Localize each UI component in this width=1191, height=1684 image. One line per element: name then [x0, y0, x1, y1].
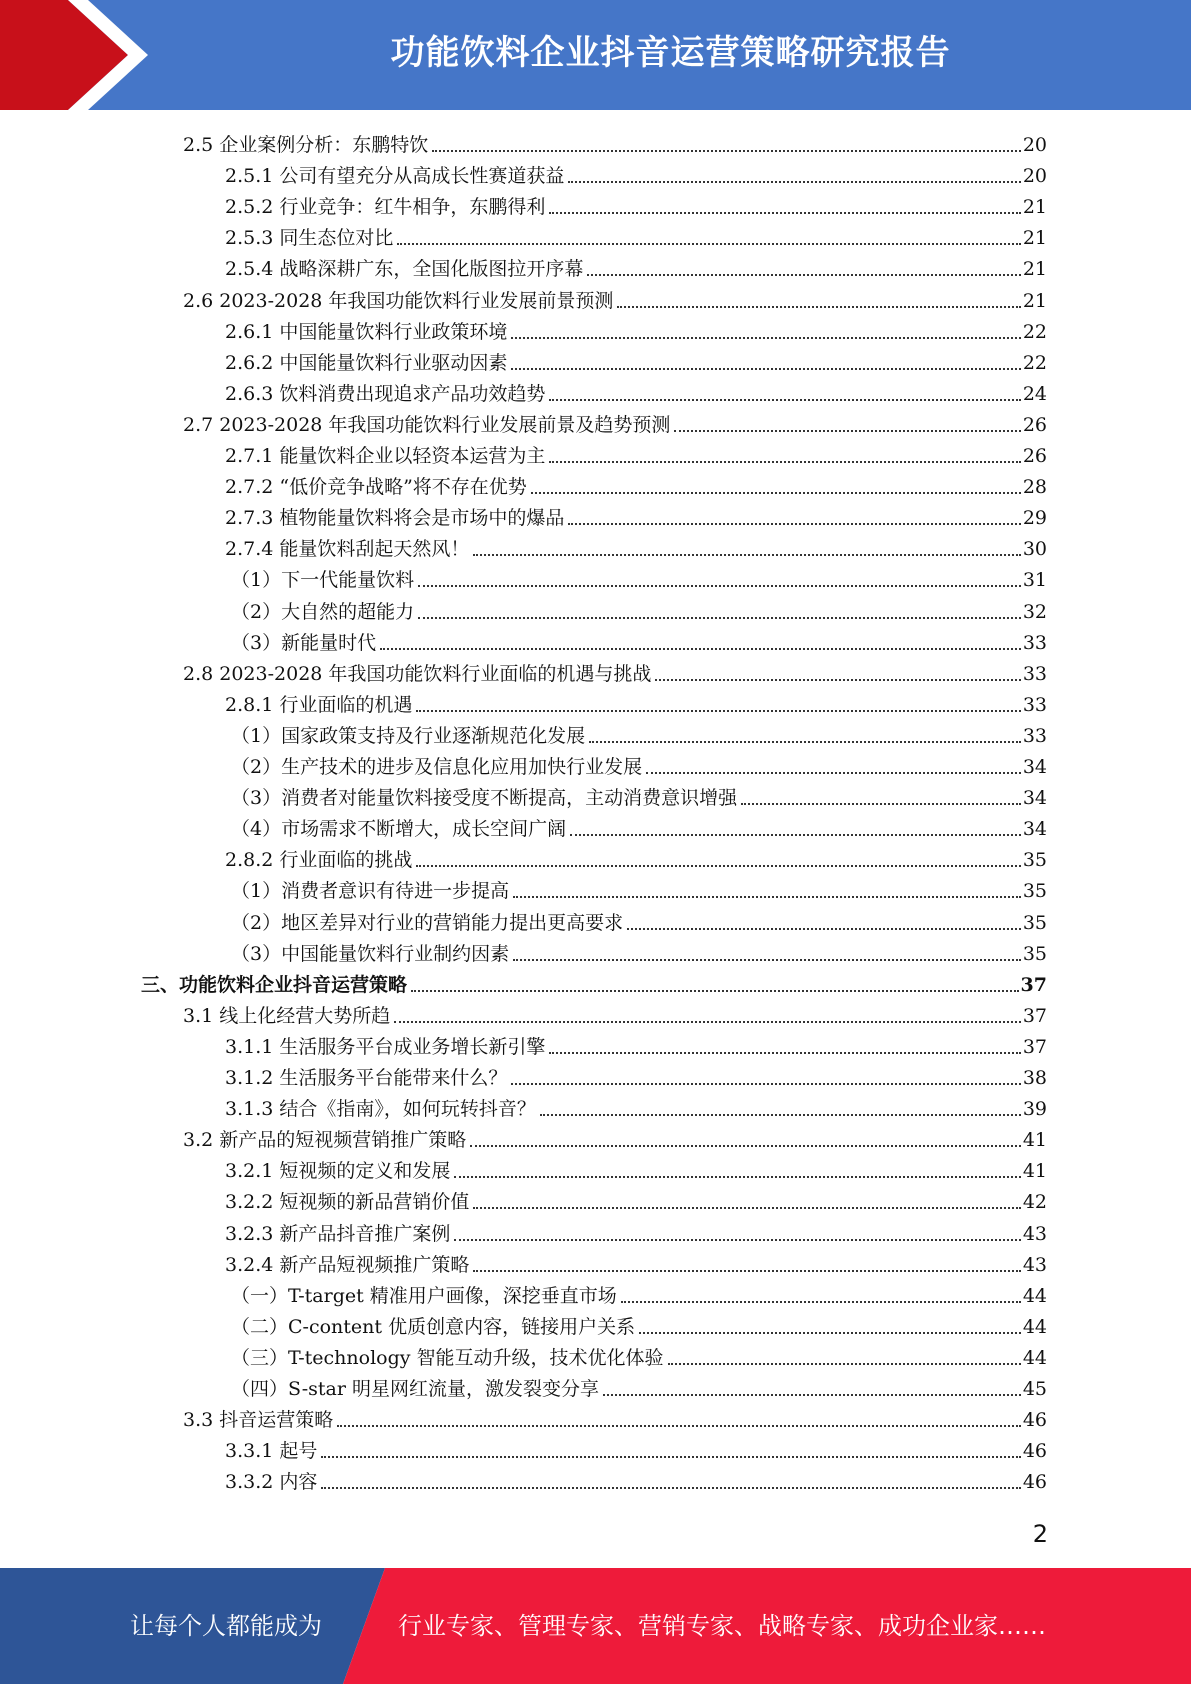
- toc-entry-page: 37: [1022, 1005, 1047, 1027]
- toc-entry-page: 35: [1022, 880, 1047, 902]
- toc-entry[interactable]: [183, 1402, 1047, 1433]
- toc-entry-page: 37: [1022, 1036, 1047, 1058]
- page-header: [0, 0, 1191, 110]
- toc-entry[interactable]: [231, 873, 1047, 904]
- toc-entry-page: 34: [1022, 787, 1047, 809]
- toc-entry-page: 45: [1022, 1378, 1047, 1400]
- toc-entry[interactable]: [225, 1060, 1047, 1091]
- toc-entry-title: 2.7.2 “低价竞争战略”将不存在优势: [225, 476, 527, 498]
- toc-entry-page: 28: [1022, 476, 1047, 498]
- toc-entry-page: 39: [1022, 1098, 1047, 1120]
- toc-entry[interactable]: [225, 1091, 1047, 1122]
- toc-entry-page: 41: [1022, 1160, 1047, 1182]
- toc-entry-page: 21: [1022, 258, 1047, 280]
- toc-dot-leader: [454, 1176, 1020, 1178]
- toc-entry[interactable]: [225, 345, 1047, 376]
- toc-entry[interactable]: [231, 562, 1047, 593]
- toc-entry-page: 38: [1022, 1067, 1047, 1089]
- toc-entry-title: 3.3.2 内容: [225, 1471, 318, 1493]
- toc-dot-leader: [321, 1487, 1020, 1489]
- toc-dot-leader: [587, 274, 1020, 276]
- footer-slogan-left: 让每个人都能成为: [130, 1612, 322, 1640]
- toc-entry-page: 35: [1022, 943, 1047, 965]
- toc-entry-title: 2.7 2023-2028 年我国功能饮料行业发展前景及趋势预测: [183, 414, 671, 436]
- toc-entry-title: 2.6.3 饮料消费出现追求产品功效趋势: [225, 383, 546, 405]
- toc-dot-leader: [511, 1083, 1020, 1085]
- toc-entry-page: 22: [1022, 321, 1047, 343]
- toc-dot-leader: [418, 585, 1021, 587]
- toc-entry-title: 2.7.1 能量饮料企业以轻资本运营为主: [225, 445, 546, 467]
- footer-slogan-right: 行业专家、管理专家、营销专家、战略专家、成功企业家……: [398, 1612, 1046, 1640]
- toc-dot-leader: [473, 1207, 1020, 1209]
- toc-entry-page: 26: [1022, 445, 1047, 467]
- toc-entry-title: （4）市场需求不断增大，成长空间广阔: [231, 818, 567, 840]
- toc-entry[interactable]: [225, 189, 1047, 220]
- toc-dot-leader: [321, 1456, 1020, 1458]
- toc-entry[interactable]: [183, 998, 1047, 1029]
- toc-entry-title: 3.1.1 生活服务平台成业务增长新引擎: [225, 1036, 546, 1058]
- toc-dot-leader: [549, 399, 1020, 401]
- toc-dot-leader: [549, 461, 1020, 463]
- toc-dot-leader: [570, 834, 1021, 836]
- toc-dot-leader: [511, 368, 1020, 370]
- toc-dot-leader: [511, 337, 1020, 339]
- toc-entry[interactable]: [231, 905, 1047, 936]
- toc-dot-leader: [568, 181, 1020, 183]
- toc-dot-leader: [589, 741, 1021, 743]
- toc-entry-page: 42: [1022, 1191, 1047, 1213]
- toc-entry-title: 2.5 企业案例分析：东鹏特饮: [183, 134, 429, 156]
- toc-entry-title: 2.5.2 行业竞争：红牛相争，东鹏得利: [225, 196, 546, 218]
- toc-dot-leader: [627, 928, 1021, 930]
- toc-entry-title: 3.1.2 生活服务平台能带来什么？: [225, 1067, 508, 1089]
- toc-entry-title: 3.1 线上化经营大势所趋: [183, 1005, 391, 1027]
- toc-entry-title: 3.2.3 新产品抖音推广案例: [225, 1223, 451, 1245]
- toc-entry[interactable]: [225, 314, 1047, 345]
- toc-entry-title: 3.3 抖音运营策略: [183, 1409, 334, 1431]
- toc-entry-title: 2.5.1 公司有望充分从高成长性赛道获益: [225, 165, 565, 187]
- toc-entry-title: 2.7.4 能量饮料刮起天然风！: [225, 538, 470, 560]
- toc-dot-leader: [655, 679, 1020, 681]
- toc-dot-leader: [568, 523, 1020, 525]
- toc-dot-leader: [380, 648, 1021, 650]
- toc-entry-title: 2.8.1 行业面临的机遇: [225, 694, 413, 716]
- toc-entry[interactable]: [225, 1464, 1047, 1495]
- toc-entry[interactable]: [225, 1029, 1047, 1060]
- toc-entry-page: 43: [1022, 1254, 1047, 1276]
- toc-entry[interactable]: [183, 407, 1047, 438]
- toc-entry-title: （1）国家政策支持及行业逐渐规范化发展: [231, 725, 586, 747]
- toc-entry-title: （2）大自然的超能力: [231, 601, 415, 623]
- toc-entry-page: 26: [1022, 414, 1047, 436]
- toc-entry[interactable]: [225, 469, 1047, 500]
- toc-dot-leader: [549, 212, 1020, 214]
- toc-entry[interactable]: [231, 1371, 1047, 1402]
- toc-entry[interactable]: [225, 687, 1047, 718]
- toc-entry-page: 43: [1022, 1223, 1047, 1245]
- toc-dot-leader: [646, 772, 1021, 774]
- toc-entry[interactable]: [225, 158, 1047, 189]
- toc-entry[interactable]: [231, 1340, 1047, 1371]
- toc-entry[interactable]: [225, 1184, 1047, 1215]
- toc-dot-leader: [470, 1145, 1021, 1147]
- toc-entry-title: （四）S-star 明星网红流量，激发裂变分享: [231, 1378, 599, 1400]
- toc-entry[interactable]: [225, 842, 1047, 873]
- toc-entry-title: 2.5.3 同生态位对比: [225, 227, 394, 249]
- toc-entry-page: 24: [1022, 383, 1047, 405]
- toc-entry-title: （一）T-target 精准用户画像，深挖垂直市场: [231, 1285, 617, 1307]
- toc-entry-title: （3）新能量时代: [231, 632, 377, 654]
- toc-dot-leader: [473, 554, 1020, 556]
- toc-entry-page: 35: [1022, 912, 1047, 934]
- toc-entry-page: 33: [1022, 663, 1047, 685]
- toc-entry-page: 46: [1022, 1409, 1047, 1431]
- toc-dot-leader: [540, 1114, 1021, 1116]
- toc-entry-page: 46: [1022, 1471, 1047, 1493]
- toc-entry-page: 32: [1022, 601, 1047, 623]
- page-footer: [0, 1568, 1191, 1684]
- toc-entry[interactable]: [231, 936, 1047, 967]
- toc-entry[interactable]: [225, 1153, 1047, 1184]
- toc-entry-title: 2.5.4 战略深耕广东，全国化版图拉开序幕: [225, 258, 584, 280]
- toc-dot-leader: [668, 1363, 1021, 1365]
- toc-entry[interactable]: [231, 594, 1047, 625]
- toc-dot-leader: [603, 1394, 1021, 1396]
- toc-entry[interactable]: [183, 127, 1047, 158]
- toc-dot-leader: [639, 1332, 1021, 1334]
- toc-entry[interactable]: [225, 251, 1047, 282]
- toc-entry-title: （2）地区差异对行业的营销能力提出更高要求: [231, 912, 624, 934]
- toc-entry-page: 20: [1022, 165, 1047, 187]
- toc-entry-title: （3）消费者对能量饮料接受度不断提高，主动消费意识增强: [231, 787, 738, 809]
- toc-entry-page: 34: [1022, 756, 1047, 778]
- toc-entry-title: 2.6 2023-2028 年我国功能饮料行业发展前景预测: [183, 290, 614, 312]
- toc-dot-leader: [741, 803, 1021, 805]
- toc-dot-leader: [454, 1239, 1020, 1241]
- toc-entry[interactable]: [231, 625, 1047, 656]
- toc-entry-page: 29: [1022, 507, 1047, 529]
- toc-entry-title: 3.2.2 短视频的新品营销价值: [225, 1191, 470, 1213]
- toc-entry[interactable]: [225, 1433, 1047, 1464]
- toc-dot-leader: [394, 1021, 1021, 1023]
- toc-entry-page: 33: [1022, 725, 1047, 747]
- toc-entry[interactable]: [225, 1216, 1047, 1247]
- toc-dot-leader: [617, 306, 1020, 308]
- toc-entry[interactable]: [225, 531, 1047, 562]
- toc-entry-page: 44: [1022, 1285, 1047, 1307]
- toc-dot-leader: [549, 1052, 1020, 1054]
- toc-entry[interactable]: [225, 376, 1047, 407]
- arrow-decoration-icon: [0, 0, 160, 110]
- toc-entry[interactable]: [183, 283, 1047, 314]
- toc-entry[interactable]: [231, 811, 1047, 842]
- toc-entry[interactable]: [231, 749, 1047, 780]
- toc-entry[interactable]: [231, 1278, 1047, 1309]
- toc-entry-title: 三、功能饮料企业抖音运营策略: [141, 974, 408, 996]
- toc-entry-page: 33: [1022, 694, 1047, 716]
- toc-entry-page: 44: [1022, 1347, 1047, 1369]
- toc-entry[interactable]: [225, 500, 1047, 531]
- toc-entry[interactable]: [225, 1247, 1047, 1278]
- toc-entry-page: 22: [1022, 352, 1047, 374]
- toc-entry-title: （三）T-technology 智能互动升级，技术优化体验: [231, 1347, 664, 1369]
- toc-entry[interactable]: [231, 1309, 1047, 1340]
- toc-entry-page: 33: [1022, 632, 1047, 654]
- toc-entry[interactable]: [225, 438, 1047, 469]
- toc-entry-page: 21: [1022, 227, 1047, 249]
- toc-dot-leader: [416, 865, 1020, 867]
- toc-dot-leader: [621, 1301, 1021, 1303]
- toc-entry-title: （3）中国能量饮料行业制约因素: [231, 943, 510, 965]
- toc-entry-title: （二）C-content 优质创意内容，链接用户关系: [231, 1316, 636, 1338]
- toc-entry-page: 31: [1022, 569, 1047, 591]
- toc-entry-title: 3.2.1 短视频的定义和发展: [225, 1160, 451, 1182]
- toc-entry[interactable]: [183, 656, 1047, 687]
- toc-entry-page: 44: [1022, 1316, 1047, 1338]
- report-title: 功能饮料企业抖音运营策略研究报告: [390, 33, 951, 73]
- toc-entry-page: 41: [1022, 1129, 1047, 1151]
- toc-entry-title: 3.1.3 结合《指南》，如何玩转抖音？: [225, 1098, 536, 1120]
- toc-entry-page: 37: [1020, 974, 1047, 996]
- toc-entry-title: 2.7.3 植物能量饮料将会是市场中的爆品: [225, 507, 565, 529]
- toc-entry[interactable]: [231, 780, 1047, 811]
- toc-dot-leader: [418, 617, 1021, 619]
- toc-entry[interactable]: [183, 1122, 1047, 1153]
- toc-dot-leader: [416, 710, 1020, 712]
- toc-entry-title: 2.6.1 中国能量饮料行业政策环境: [225, 321, 508, 343]
- toc-dot-leader: [397, 243, 1020, 245]
- toc-entry-title: 2.8 2023-2028 年我国功能饮料行业面临的机遇与挑战: [183, 663, 652, 685]
- page-number: 2: [1032, 1520, 1048, 1548]
- toc-dot-leader: [531, 492, 1021, 494]
- toc-entry[interactable]: [225, 220, 1047, 251]
- toc-dot-leader: [674, 430, 1020, 432]
- toc-entry-title: （1）消费者意识有待进一步提高: [231, 880, 510, 902]
- toc-entry-page: 46: [1022, 1440, 1047, 1462]
- toc-entry-title: 3.3.1 起号: [225, 1440, 318, 1462]
- toc-entry-title: 3.2.4 新产品短视频推广策略: [225, 1254, 470, 1276]
- toc-entry-page: 21: [1022, 196, 1047, 218]
- toc-entry-title: 3.2 新产品的短视频营销推广策略: [183, 1129, 467, 1151]
- toc-entry[interactable]: [231, 718, 1047, 749]
- toc-dot-leader: [337, 1425, 1021, 1427]
- toc-entry-page: 21: [1022, 290, 1047, 312]
- toc-dot-leader: [411, 990, 1019, 992]
- toc-entry-page: 34: [1022, 818, 1047, 840]
- toc-dot-leader: [432, 150, 1021, 152]
- toc-entry-page: 35: [1022, 849, 1047, 871]
- toc-entry-page: 20: [1022, 134, 1047, 156]
- toc-entry-title: （1）下一代能量饮料: [231, 569, 415, 591]
- toc-dot-leader: [513, 896, 1021, 898]
- toc-dot-leader: [473, 1270, 1020, 1272]
- toc-entry-title: 2.8.2 行业面临的挑战: [225, 849, 413, 871]
- toc-entry-title: （2）生产技术的进步及信息化应用加快行业发展: [231, 756, 643, 778]
- toc-entry[interactable]: [141, 967, 1047, 998]
- toc-entry-page: 30: [1022, 538, 1047, 560]
- toc-dot-leader: [513, 959, 1021, 961]
- toc-entry-title: 2.6.2 中国能量饮料行业驱动因素: [225, 352, 508, 374]
